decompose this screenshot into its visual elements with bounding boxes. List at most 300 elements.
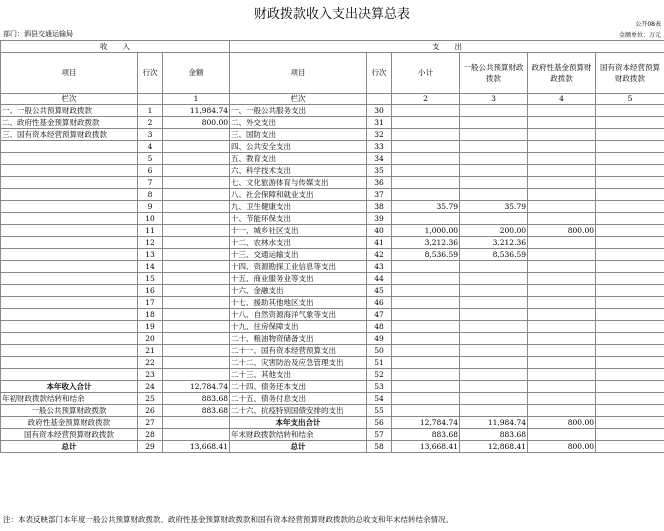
gov-fund-cell xyxy=(528,129,596,141)
income-item-cell: 一、一般公共预算财政拨款 xyxy=(1,105,138,117)
income-row-no-cell: 6 xyxy=(138,165,163,177)
expense-row-no-cell: 46 xyxy=(367,297,392,309)
subtotal-cell xyxy=(392,177,460,189)
income-amount-cell: 13,668.41 xyxy=(163,441,230,453)
table-row xyxy=(1,417,664,429)
gov-fund-cell xyxy=(528,105,596,117)
expense-row-no-cell: 52 xyxy=(367,369,392,381)
income-amount-cell xyxy=(163,213,230,225)
state-capital-cell xyxy=(596,321,664,333)
income-item-cell: 国有资本经营预算财政拨款 xyxy=(1,429,138,441)
subtotal-cell xyxy=(392,129,460,141)
income-amount-cell xyxy=(163,357,230,369)
table-row xyxy=(1,177,664,189)
income-row-no-cell: 29 xyxy=(138,441,163,453)
table-row xyxy=(1,357,664,369)
subtotal-cell xyxy=(392,369,460,381)
income-amount-cell xyxy=(163,177,230,189)
income-row-no-cell: 17 xyxy=(138,297,163,309)
expense-row-no-cell: 30 xyxy=(367,105,392,117)
table-row xyxy=(1,153,664,165)
index-col-2: 2 xyxy=(392,94,460,105)
general-budget-cell: 35.79 xyxy=(460,201,528,213)
general-budget-cell xyxy=(460,129,528,141)
gov-fund-cell xyxy=(528,177,596,189)
general-budget-header: 一般公共预算财政拨款 xyxy=(460,53,528,94)
index-label-left: 栏次 xyxy=(1,94,138,105)
gov-fund-cell xyxy=(528,405,596,417)
expense-row-no-cell: 57 xyxy=(367,429,392,441)
expense-row-no-cell: 35 xyxy=(367,165,392,177)
table-row xyxy=(1,117,664,129)
income-item-cell xyxy=(1,141,138,153)
expense-item-cell: 七、文化旅游体育与传媒支出 xyxy=(230,177,367,189)
table-row xyxy=(1,381,664,393)
table-row xyxy=(1,285,664,297)
expense-item-cell: 二十二、灾害防治及应急管理支出 xyxy=(230,357,367,369)
expense-row-no-cell: 49 xyxy=(367,333,392,345)
general-budget-cell xyxy=(460,105,528,117)
expense-row-no-cell: 40 xyxy=(367,225,392,237)
state-capital-cell xyxy=(596,381,664,393)
general-budget-cell xyxy=(460,321,528,333)
general-budget-cell xyxy=(460,165,528,177)
general-budget-cell: 8,536.59 xyxy=(460,249,528,261)
expense-row-no-cell: 37 xyxy=(367,189,392,201)
income-amount-cell xyxy=(163,273,230,285)
state-capital-cell xyxy=(596,129,664,141)
table-row xyxy=(1,249,664,261)
gov-fund-cell xyxy=(528,369,596,381)
income-row-no-cell: 2 xyxy=(138,117,163,129)
subtotal-cell xyxy=(392,213,460,225)
gov-fund-cell xyxy=(528,237,596,249)
income-amount-cell xyxy=(163,345,230,357)
general-budget-cell xyxy=(460,381,528,393)
income-amount-cell xyxy=(163,141,230,153)
income-item-cell xyxy=(1,213,138,225)
income-row-no-cell: 9 xyxy=(138,201,163,213)
footnote: 注：本表反映部门本年度一般公共预算财政拨款、政府性基金预算财政拨款和国有资本经营预算财政拨款的总收支和年末结转结余情况。 xyxy=(3,515,453,524)
expense-item-cell: 十二、农林水支出 xyxy=(230,237,367,249)
income-row-no-cell: 5 xyxy=(138,153,163,165)
expense-item-cell: 年末财政拨款结转和结余 xyxy=(230,429,367,441)
general-budget-cell xyxy=(460,117,528,129)
subtotal-cell: 13,668.41 xyxy=(392,441,460,453)
income-amount-cell xyxy=(163,261,230,273)
income-item-cell xyxy=(1,309,138,321)
general-budget-cell xyxy=(460,141,528,153)
income-item-cell xyxy=(1,201,138,213)
subtotal-cell xyxy=(392,105,460,117)
expense-item-cell: 二十、粮油物资储备支出 xyxy=(230,333,367,345)
income-row-no-cell: 18 xyxy=(138,309,163,321)
income-item-header: 项目 xyxy=(1,53,138,94)
income-item-cell: 政府性基金预算财政拨款 xyxy=(1,417,138,429)
expense-item-cell: 五、教育支出 xyxy=(230,153,367,165)
expense-item-cell: 十八、自然资源海洋气象等支出 xyxy=(230,309,367,321)
income-item-cell xyxy=(1,177,138,189)
expense-item-cell: 二十三、其他支出 xyxy=(230,369,367,381)
general-budget-cell xyxy=(460,357,528,369)
expense-item-cell: 十七、援助其他地区支出 xyxy=(230,297,367,309)
income-row-no-cell: 20 xyxy=(138,333,163,345)
income-item-cell xyxy=(1,153,138,165)
subtotal-cell xyxy=(392,333,460,345)
income-row-no-cell: 23 xyxy=(138,369,163,381)
general-budget-cell: 12,868.41 xyxy=(460,441,528,453)
income-section-header: 收 入 xyxy=(1,41,230,53)
income-row-no-cell: 3 xyxy=(138,129,163,141)
expense-row-no-cell: 38 xyxy=(367,201,392,213)
expense-row-no-cell: 43 xyxy=(367,261,392,273)
income-row-no-cell: 21 xyxy=(138,345,163,357)
subtotal-cell xyxy=(392,273,460,285)
expense-row-no-cell: 33 xyxy=(367,141,392,153)
gov-fund-cell xyxy=(528,213,596,225)
expense-row-no-cell: 51 xyxy=(367,357,392,369)
index-col-1: 1 xyxy=(163,94,230,105)
gov-fund-cell xyxy=(528,393,596,405)
index-col-5: 5 xyxy=(596,94,664,105)
income-item-cell: 一般公共预算财政拨款 xyxy=(1,405,138,417)
gov-fund-cell xyxy=(528,309,596,321)
income-row-no-cell: 13 xyxy=(138,249,163,261)
expense-item-cell: 十一、城乡社区支出 xyxy=(230,225,367,237)
table-row xyxy=(1,165,664,177)
gov-fund-cell: 800.00 xyxy=(528,225,596,237)
expense-item-cell: 十六、金融支出 xyxy=(230,285,367,297)
gov-fund-cell xyxy=(528,285,596,297)
general-budget-cell xyxy=(460,261,528,273)
gov-fund-cell xyxy=(528,249,596,261)
state-capital-cell xyxy=(596,285,664,297)
expense-row-no-cell: 39 xyxy=(367,213,392,225)
subtotal-cell: 3,212.36 xyxy=(392,237,460,249)
gov-fund-cell xyxy=(528,381,596,393)
subtotal-cell xyxy=(392,261,460,273)
income-amount-cell xyxy=(163,429,230,441)
income-amount-cell xyxy=(163,369,230,381)
income-row-no-cell: 4 xyxy=(138,141,163,153)
income-amount-cell xyxy=(163,321,230,333)
unit-label: 金额单位：万元 xyxy=(618,32,661,39)
subtotal-cell xyxy=(392,285,460,297)
income-item-cell xyxy=(1,249,138,261)
index-label-right: 栏次 xyxy=(230,94,367,105)
expense-row-no-cell: 55 xyxy=(367,405,392,417)
table-row xyxy=(1,189,664,201)
state-capital-cell xyxy=(596,441,664,453)
index-empty-right xyxy=(367,94,392,105)
gov-fund-cell xyxy=(528,261,596,273)
expense-row-no-cell: 50 xyxy=(367,345,392,357)
subtotal-cell: 35.79 xyxy=(392,201,460,213)
general-budget-cell xyxy=(460,297,528,309)
subtotal-cell: 12,784.74 xyxy=(392,417,460,429)
expense-item-cell: 十三、交通运输支出 xyxy=(230,249,367,261)
state-capital-cell xyxy=(596,201,664,213)
gov-fund-cell xyxy=(528,141,596,153)
subtotal-cell xyxy=(392,189,460,201)
general-budget-cell xyxy=(460,285,528,297)
income-amount-cell xyxy=(163,129,230,141)
subtotal-cell xyxy=(392,345,460,357)
income-row-no-cell: 8 xyxy=(138,189,163,201)
expense-row-no-cell: 36 xyxy=(367,177,392,189)
state-capital-cell xyxy=(596,417,664,429)
expense-item-cell: 二十四、债务还本支出 xyxy=(230,381,367,393)
subtotal-cell xyxy=(392,357,460,369)
table-row xyxy=(1,441,664,453)
income-row-no-header: 行次 xyxy=(138,53,163,94)
general-budget-cell: 3,212.36 xyxy=(460,237,528,249)
department-label: 部门：泗县交通运输局 xyxy=(3,30,73,38)
income-item-cell xyxy=(1,297,138,309)
income-item-cell xyxy=(1,333,138,345)
state-capital-cell xyxy=(596,237,664,249)
expense-item-cell: 四、公共安全支出 xyxy=(230,141,367,153)
state-capital-cell xyxy=(596,213,664,225)
gov-fund-cell xyxy=(528,429,596,441)
income-row-no-cell: 16 xyxy=(138,285,163,297)
expense-row-no-cell: 31 xyxy=(367,117,392,129)
table-row xyxy=(1,297,664,309)
gov-fund-cell xyxy=(528,201,596,213)
expense-row-no-cell: 45 xyxy=(367,285,392,297)
gov-fund-cell xyxy=(528,345,596,357)
subtotal-header: 小计 xyxy=(392,53,460,94)
subtotal-cell: 8,536.59 xyxy=(392,249,460,261)
gov-fund-cell xyxy=(528,321,596,333)
income-amount-header: 金额 xyxy=(163,53,230,94)
income-row-no-cell: 7 xyxy=(138,177,163,189)
index-col-3: 3 xyxy=(460,94,528,105)
income-item-cell: 本年收入合计 xyxy=(1,381,138,393)
income-row-no-cell: 11 xyxy=(138,225,163,237)
expense-item-cell: 总计 xyxy=(230,441,367,453)
subtotal-cell xyxy=(392,393,460,405)
state-capital-cell xyxy=(596,105,664,117)
expense-row-no-cell: 56 xyxy=(367,417,392,429)
gov-fund-cell xyxy=(528,153,596,165)
general-budget-cell xyxy=(460,333,528,345)
fiscal-summary-table xyxy=(0,40,664,453)
table-row xyxy=(1,333,664,345)
state-capital-cell xyxy=(596,189,664,201)
gov-fund-header: 政府性基金预算财政拨款 xyxy=(528,53,596,94)
general-budget-cell xyxy=(460,213,528,225)
table-row xyxy=(1,129,664,141)
general-budget-cell xyxy=(460,273,528,285)
income-amount-cell xyxy=(163,285,230,297)
income-item-cell xyxy=(1,189,138,201)
income-row-no-cell: 25 xyxy=(138,393,163,405)
report-title: 财政拨款收入支出决算总表 xyxy=(253,7,410,22)
state-capital-cell xyxy=(596,357,664,369)
income-amount-cell xyxy=(163,153,230,165)
income-item-cell xyxy=(1,225,138,237)
income-amount-cell: 12,784.74 xyxy=(163,381,230,393)
general-budget-cell xyxy=(460,369,528,381)
income-amount-cell: 800.00 xyxy=(163,117,230,129)
income-item-cell xyxy=(1,345,138,357)
general-budget-cell: 200.00 xyxy=(460,225,528,237)
table-row xyxy=(1,105,664,117)
income-amount-cell xyxy=(163,417,230,429)
gov-fund-cell xyxy=(528,117,596,129)
income-row-no-cell: 27 xyxy=(138,417,163,429)
table-row xyxy=(1,369,664,381)
gov-fund-cell: 800.00 xyxy=(528,417,596,429)
general-budget-cell xyxy=(460,177,528,189)
table-code: 公开08表 xyxy=(635,21,661,28)
expense-row-no-cell: 47 xyxy=(367,309,392,321)
income-item-cell xyxy=(1,273,138,285)
income-item-cell: 二、政府性基金预算财政拨款 xyxy=(1,117,138,129)
expense-item-cell: 一、一般公共服务支出 xyxy=(230,105,367,117)
general-budget-cell xyxy=(460,393,528,405)
state-capital-cell xyxy=(596,177,664,189)
general-budget-cell xyxy=(460,309,528,321)
income-item-cell: 年初财政拨款结转和结余 xyxy=(1,393,138,405)
income-item-cell xyxy=(1,237,138,249)
subtotal-cell xyxy=(392,153,460,165)
table-row xyxy=(1,237,664,249)
state-capital-header: 国有资本经营预算财政拨款 xyxy=(596,53,664,94)
general-budget-cell xyxy=(460,189,528,201)
expense-row-no-cell: 48 xyxy=(367,321,392,333)
expense-item-cell: 二十一、国有资本经营预算支出 xyxy=(230,345,367,357)
income-row-no-cell: 24 xyxy=(138,381,163,393)
income-item-cell xyxy=(1,357,138,369)
table-row xyxy=(1,345,664,357)
income-item-cell: 总计 xyxy=(1,441,138,453)
expense-item-header: 项目 xyxy=(230,53,367,94)
income-amount-cell: 883.68 xyxy=(163,405,230,417)
expense-row-no-cell: 58 xyxy=(367,441,392,453)
expense-item-cell: 十五、商业服务业等支出 xyxy=(230,273,367,285)
income-row-no-cell: 1 xyxy=(138,105,163,117)
gov-fund-cell xyxy=(528,189,596,201)
general-budget-cell xyxy=(460,345,528,357)
income-row-no-cell: 26 xyxy=(138,405,163,417)
expense-row-no-cell: 42 xyxy=(367,249,392,261)
expense-item-cell: 十四、资源勘探工业信息等支出 xyxy=(230,261,367,273)
subtotal-cell xyxy=(392,405,460,417)
expense-item-cell: 本年支出合计 xyxy=(230,417,367,429)
expense-row-no-cell: 53 xyxy=(367,381,392,393)
income-row-no-cell: 19 xyxy=(138,321,163,333)
expense-row-no-header: 行次 xyxy=(367,53,392,94)
gov-fund-cell xyxy=(528,333,596,345)
gov-fund-cell xyxy=(528,357,596,369)
gov-fund-cell xyxy=(528,165,596,177)
index-col-4: 4 xyxy=(528,94,596,105)
expense-section-header: 支 出 xyxy=(230,41,664,53)
state-capital-cell xyxy=(596,405,664,417)
expense-item-cell: 二、外交支出 xyxy=(230,117,367,129)
income-amount-cell: 883.68 xyxy=(163,393,230,405)
table-row xyxy=(1,321,664,333)
state-capital-cell xyxy=(596,225,664,237)
gov-fund-cell xyxy=(528,273,596,285)
table-row xyxy=(1,273,664,285)
income-amount-cell xyxy=(163,237,230,249)
table-row xyxy=(1,201,664,213)
index-empty xyxy=(138,94,163,105)
income-item-cell xyxy=(1,261,138,273)
state-capital-cell xyxy=(596,393,664,405)
state-capital-cell xyxy=(596,261,664,273)
income-item-cell xyxy=(1,369,138,381)
expense-item-cell: 二十五、债务付息支出 xyxy=(230,393,367,405)
income-row-no-cell: 15 xyxy=(138,273,163,285)
table-row xyxy=(1,261,664,273)
table-row xyxy=(1,225,664,237)
income-amount-cell xyxy=(163,225,230,237)
expense-row-no-cell: 41 xyxy=(367,237,392,249)
income-item-cell xyxy=(1,321,138,333)
state-capital-cell xyxy=(596,369,664,381)
income-amount-cell xyxy=(163,333,230,345)
expense-row-no-cell: 34 xyxy=(367,153,392,165)
gov-fund-cell: 800.00 xyxy=(528,441,596,453)
income-amount-cell xyxy=(163,249,230,261)
subtotal-cell: 1,000.00 xyxy=(392,225,460,237)
expense-item-cell: 十九、住房保障支出 xyxy=(230,321,367,333)
table-row xyxy=(1,141,664,153)
subtotal-cell xyxy=(392,381,460,393)
income-amount-cell xyxy=(163,309,230,321)
subtotal-cell xyxy=(392,165,460,177)
income-amount-cell xyxy=(163,201,230,213)
state-capital-cell xyxy=(596,333,664,345)
expense-item-cell: 九、卫生健康支出 xyxy=(230,201,367,213)
table-row xyxy=(1,429,664,441)
table-row xyxy=(1,213,664,225)
general-budget-cell: 883.68 xyxy=(460,429,528,441)
expense-item-cell: 八、社会保障和就业支出 xyxy=(230,189,367,201)
state-capital-cell xyxy=(596,297,664,309)
expense-row-no-cell: 44 xyxy=(367,273,392,285)
general-budget-cell xyxy=(460,153,528,165)
income-item-cell xyxy=(1,165,138,177)
expense-item-cell: 六、科学技术支出 xyxy=(230,165,367,177)
subtotal-cell xyxy=(392,117,460,129)
state-capital-cell xyxy=(596,345,664,357)
state-capital-cell xyxy=(596,273,664,285)
income-amount-cell xyxy=(163,165,230,177)
table-row xyxy=(1,309,664,321)
income-amount-cell xyxy=(163,297,230,309)
table-row xyxy=(1,405,664,417)
income-amount-cell xyxy=(163,189,230,201)
income-row-no-cell: 12 xyxy=(138,237,163,249)
general-budget-cell xyxy=(460,405,528,417)
subtotal-cell xyxy=(392,141,460,153)
table-row xyxy=(1,393,664,405)
income-amount-cell: 11,984.74 xyxy=(163,105,230,117)
general-budget-cell: 11,984.74 xyxy=(460,417,528,429)
state-capital-cell xyxy=(596,117,664,129)
subtotal-cell: 883.68 xyxy=(392,429,460,441)
expense-item-cell: 十、节能环保支出 xyxy=(230,213,367,225)
income-row-no-cell: 28 xyxy=(138,429,163,441)
state-capital-cell xyxy=(596,141,664,153)
state-capital-cell xyxy=(596,429,664,441)
expense-item-cell: 三、国防支出 xyxy=(230,129,367,141)
